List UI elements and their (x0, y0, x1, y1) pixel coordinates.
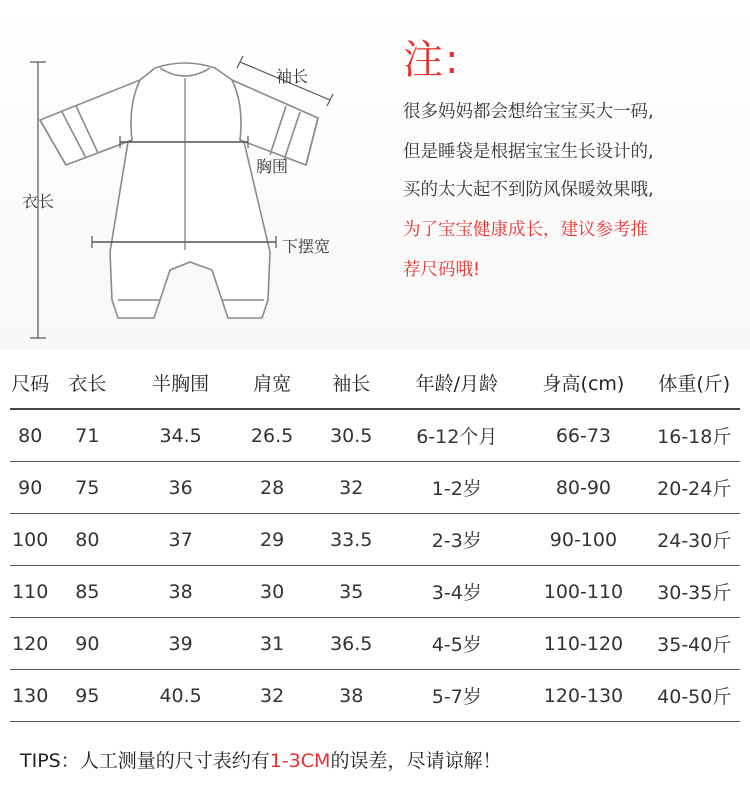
table-cell: 110 (12, 580, 49, 603)
table-cell: 80-90 (555, 476, 612, 499)
table-cell: 40.5 (159, 684, 202, 707)
table-cell: 66-73 (555, 424, 612, 447)
table-cell: 6-12个月 (416, 426, 498, 448)
table-cell: 80 (75, 528, 100, 551)
table-cell: 20-24斤 (657, 478, 732, 500)
table-cell: 38 (339, 684, 364, 707)
table-row (10, 618, 740, 670)
table-cell: 2-3岁 (431, 530, 482, 552)
sleep-sack-illustration (40, 63, 318, 318)
table-cell: 110-120 (543, 632, 624, 655)
size-chart-table (10, 356, 740, 722)
table-cell: 90 (75, 632, 100, 655)
note-line-red-2: 荐尺码哦! (403, 260, 481, 280)
table-cell: 36 (168, 476, 193, 499)
table-cell: 34.5 (159, 424, 202, 447)
table-cell: 120 (12, 632, 49, 655)
table-cell: 100-110 (543, 580, 624, 603)
tips-suffix: 的误差，尽请谅解！ (330, 750, 502, 772)
table-cell: 35 (339, 580, 364, 603)
header-weight: 体重(斤) (658, 372, 731, 395)
table-cell: 120-130 (543, 684, 624, 707)
table-cell: 31 (259, 632, 285, 655)
table-cell: 30-35斤 (657, 582, 732, 604)
table-cell: 29 (259, 528, 285, 551)
table-row (10, 566, 740, 618)
table-cell: 32 (259, 684, 285, 707)
table-cell: 24-30斤 (657, 530, 732, 552)
table-row (10, 670, 740, 722)
note-line-2: 但是睡袋是根据宝宝生长设计的, (403, 142, 654, 162)
table-cell: 95 (75, 684, 100, 707)
header-age: 年龄/月龄 (415, 372, 498, 395)
table-cell: 30.5 (330, 424, 373, 447)
table-cell: 36.5 (330, 632, 373, 655)
tips-prefix: TIPS：人工测量的尺寸表约有 (20, 750, 270, 772)
table-cell: 75 (75, 476, 100, 499)
table-cell: 37 (168, 528, 193, 551)
sleeper-diagram (0, 0, 400, 350)
note-line-1: 很多妈妈都会想给宝宝买大一码, (403, 102, 654, 122)
note-line-red-1: 为了宝宝健康成长，建议参考推 (403, 220, 648, 240)
label-body-length: 衣长 (22, 192, 55, 211)
table-cell: 26.5 (250, 424, 294, 447)
size-chart-header (10, 356, 740, 410)
header-height: 身高(cm) (542, 372, 625, 395)
table-cell: 71 (75, 424, 100, 447)
table-cell: 80 (18, 424, 43, 447)
table-cell: 100 (12, 528, 49, 551)
label-hem-width: 下摆宽 (282, 237, 331, 256)
header-size: 尺码 (11, 372, 50, 395)
note-line-3: 买的太大起不到防风保暖效果哦, (403, 180, 654, 200)
header-half-chest: 半胸围 (152, 372, 210, 395)
tips-highlight: 1-3CM (269, 750, 331, 772)
table-cell: 4-5岁 (431, 634, 482, 656)
table-row (10, 410, 740, 462)
table-cell: 38 (168, 580, 193, 603)
table-cell: 32 (339, 476, 364, 499)
table-cell: 35-40斤 (657, 634, 732, 656)
label-chest: 胸围 (256, 157, 289, 176)
table-cell: 39 (168, 632, 193, 655)
table-cell: 16-18斤 (657, 426, 732, 448)
label-sleeve-length: 袖长 (276, 67, 309, 86)
note-title: 注: (403, 37, 461, 83)
table-cell: 33.5 (330, 528, 373, 551)
table-cell: 130 (12, 684, 49, 707)
table-cell: 30 (259, 580, 285, 603)
table-cell: 90-100 (549, 528, 618, 551)
table-cell: 28 (259, 476, 285, 499)
table-cell: 5-7岁 (431, 686, 482, 708)
table-cell: 3-4岁 (431, 582, 482, 604)
header-length: 衣长 (68, 372, 107, 395)
table-cell: 85 (75, 580, 100, 603)
table-row (10, 462, 740, 514)
header-shoulder: 肩宽 (253, 372, 292, 395)
size-chart-body (10, 410, 740, 722)
table-row (10, 514, 740, 566)
product-diagram-panel (0, 0, 750, 350)
tips-note (20, 746, 501, 773)
table-cell: 40-50斤 (657, 686, 732, 708)
table-cell: 1-2岁 (431, 478, 482, 500)
table-cell: 90 (18, 476, 43, 499)
header-sleeve: 袖长 (332, 372, 371, 395)
